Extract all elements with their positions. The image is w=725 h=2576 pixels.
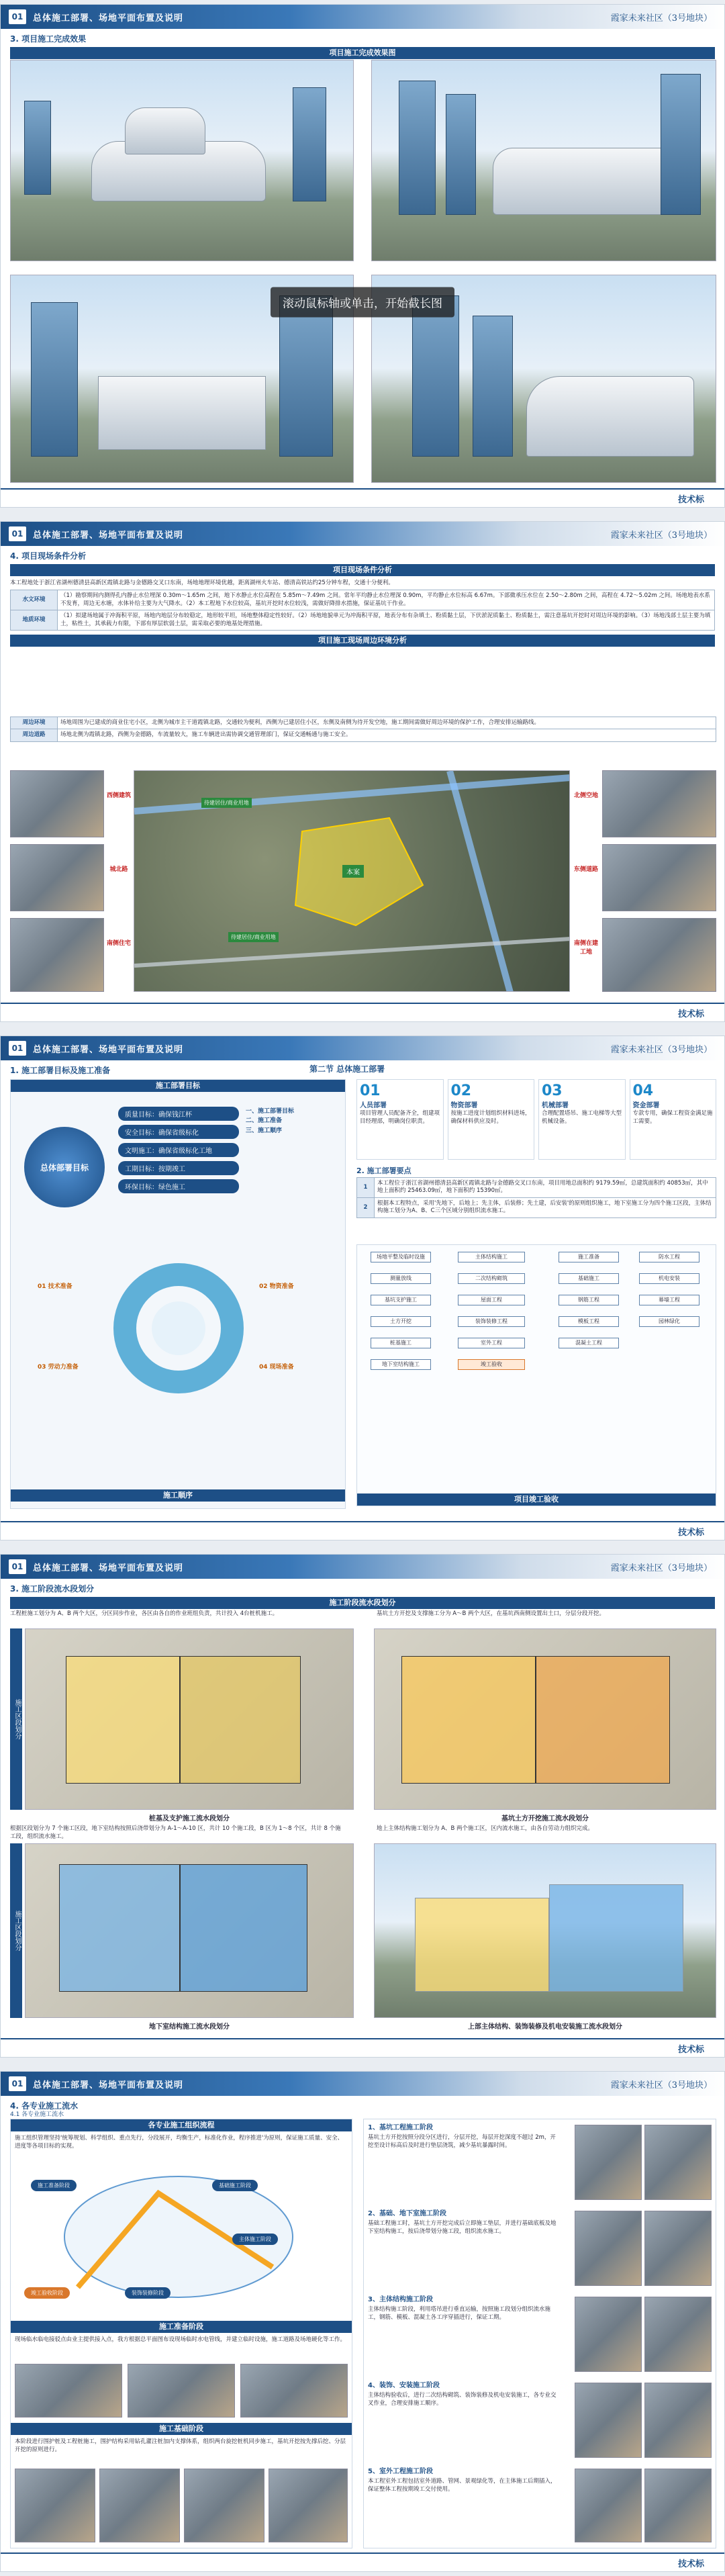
icon-card: 04 资金部署 专款专用，确保工程资金满足施工需要。 (630, 1079, 717, 1160)
icon-card: 03 机械部署 合理配置塔吊、施工电梯等大型机械设备。 (538, 1079, 626, 1160)
site-condition-table: 水文环境 （1）勘察期间内测得孔内静止水位埋深 0.30m～1.65m 之间，地下水静止水位高程在 5.85m～7.49m 之间。常年平均静止水位埋深 0.90m，平均静止水位标高 6.67m。下部微承压水位在 2.50～2.80m 之间，高程在 4.72～5.02m 之间。场地地表水系不发育，周边无水塘，水体补给主要为大气降水。（2）本工程地下水位较高，基坑开挖时水位较浅，需做好降排水措施，保证基坑干作业。 地质环境 （1）拟建场地属于冲海积平原，场地内地层分布较稳定，地形较平坦，场地整体稳定性较好。（2）场地地貌单元为冲海积平原，地表分布有杂填土、粉质黏土层，下伏淤泥质黏土、粉质黏土，需注意基坑开挖时对周边环境的影响。（3）场地浅部土层主要为填土，粘性土，其承载力有限，下部有厚层软弱土层，需采取必要的地基处理措施。 (10, 590, 715, 631)
section-title: 总体施工部署、场地平面布置及说明 (33, 13, 184, 24)
rendering-aerial-2 (371, 60, 716, 261)
page-footer: 技术标 (1, 1521, 724, 1540)
deploy-column: 施工部署目标 总体部署目标 质量目标：确保钱江杯 安全目标：确保省级标化 文明施工：确保省级标化工地 工期目标：按期竣工 环保目标：绿色施工 一、施工部署目标 二、施工准备 三、施工顺序 01 技术准备 02 物资准备 03 劳动力准备 04 现场准备 施工顺序 (10, 1079, 346, 1509)
photo-prep-3 (240, 2364, 348, 2418)
photo-foundation-3 (184, 2469, 264, 2542)
photo-east-1 (602, 770, 716, 837)
photo-prep-1 (15, 2364, 122, 2418)
site-aerial-map: 待建居住/商业用地 本案 待建居住/商业用地 (134, 770, 570, 992)
photo-stage-1a (575, 2125, 642, 2200)
photo-prep-2 (128, 2364, 235, 2418)
photo-stage-4a (575, 2383, 642, 2458)
photo-foundation-2 (99, 2469, 180, 2542)
page-header: 01 总体施工部署、场地平面布置及说明 霞家未来社区（3号地块） (1, 1036, 724, 1060)
page-header: 01 总体施工部署、场地平面布置及说明 霞家未来社区（3号地块） (1, 1555, 724, 1579)
surroundings-table: 周边环境 场地周围为已建成的商业住宅小区，北侧为城市主干道霞镇北路，交通较为便利，西侧为已建居住小区，东侧及南侧为待开发空地，施工期间需做好周边环境的保护工作，合理安排运输路线。 周边道路 场地北侧为霞镇北路，西侧为金德路，车流量较大，施工车辆进出需协调交通管理部门，保证交通畅通与施工安全。 (10, 717, 716, 764)
photo-foundation-4 (269, 2469, 348, 2542)
prep-ring (111, 1261, 246, 1395)
flowchart: 场地平整及临时设施 测量放线 基坑支护施工 土方开挖 桩基施工 地下室结构施工 主体结构施工 二次结构砌筑 屋面工程 装饰装修工程 室外工程 竣工验收 施工准备 基础施工 钢筋工程 模板工程 混凝土工程 防水工程 机电安装 幕墙工程 园林绿化 项目竣工验收 (356, 1244, 716, 1506)
pile-zone-plan (25, 1628, 354, 1810)
superstructure-zone-render (374, 1843, 716, 2018)
seq-table: 1 本工程位于浙江省湖州德清县高新区霞镇北路与金德路交叉口东南，项目用地总面积约 9179.59㎡，总建筑面积约 40853㎡，其中地上面积约 25463.09㎡，地下面积约 15390㎡。 2 根据本工程特点，采用'先地下，后地上；先主体，后装修；先土建，后安装'的原则组织施工，地下室施工分为四个施工区段，主体结构施工划分为A、B、C三个区域分别组织流水施工。 (356, 1177, 716, 1218)
page-2: 01 总体施工部署、场地平面布置及说明 霞家未来社区（3号地块） 4. 项目现场条件分析 项目现场条件分析 本工程地处于浙江省湖州德清县高新区霞镇北路与金德路交叉口东南，场地地理环境优越，距离湖州火车站、德清高铁站约25分钟车程，交通十分便利。 水文环境 （1）勘察期间内测得孔内静止水位埋深 0.30m～1.65m 之间，地下水静止水位高程在 5.85m～7.49m 之间。常年平均静止水位埋深 0.90m，平均静止水位标高 6.67m。下部微承压水位在 2.50～2.80m 之间，高程在 4.72～5.02m 之间。场地地表水系不发育，周边无水塘，水体补给主要为大气降水。（2）本工程地下水位较高，基坑开挖时水位较浅，需做好降排水措施，保证基坑干作业。 地质环境 （1）拟建场地属于冲海积平原，场地内地层分布较稳定，地形较平坦，场地整体稳定性较好。（2）场地地貌单元为冲海积平原，地表分布有杂填土、粉质黏土层，下伏淤泥质黏土、粉质黏土，需注意基坑开挖时对周边环境的影响。（3）场地浅部土层主要为填土，粘性土，其承载力有限，下部有厚层软弱土层，需采取必要的地基处理措施。 项目施工现场周边环境分析 周边环境 场地周围为已建成的商业住宅小区，北侧为城市主干道霞镇北路，交通较为便利，西侧为已建居住小区，东侧及南侧为待开发空地，施工期间需做好周边环境的保护工作，合理安排运输路线。 周边道路 场地北侧为霞镇北路，西侧为金德路，车流量较大，施工车辆进出需协调交通管理部门，保证交通畅通与施工安全。 西侧建筑 城北路 南侧住宅 待建居住/商业用地 本案 待建居住/商业用地 北侧空地 东侧道路 南侧在建工地 技术标 (0, 521, 725, 1022)
basement-zone-plan (25, 1843, 354, 2018)
photo-stage-2b (644, 2211, 712, 2286)
map-overlay (134, 771, 570, 992)
photo-west (10, 770, 104, 837)
resource-icons (356, 1079, 716, 1160)
page-header: 01 总体施工部署、场地平面布置及说明 霞家未来社区（3号地块） (1, 2072, 724, 2096)
site-intro: 本工程地处于浙江省湖州德清县高新区霞镇北路与金德路交叉口东南，场地地理环境优越，距离湖州火车站、德清高铁站约25分钟车程，交通十分便利。 (10, 580, 394, 586)
overlay-caption[interactable]: 滚动鼠标轴或单击，开始截长图 (271, 287, 454, 318)
photo-stage-5a (575, 2469, 642, 2542)
page-3: 01 总体施工部署、场地平面布置及说明 霞家未来社区（3号地块） 1. 施工部署目标及施工准备 第二节 总体施工部署 施工部署目标 总体部署目标 质量目标：确保钱江杯 安全目标：确保省级标化 文明施工：确保省级标化工地 工期目标：按期竣工 环保目标：绿色施工 一、施工部署目标 二、施工准备 三、施工顺序 01 技术准备 02 物资准备 03 劳动力准备 04 现场准备 施工顺序 01 人员部署 项目管理人员配备齐全，组建项目经理部，明确岗位职责。 02 物资部署 按施工进度计划组织材料进场，确保材料供应及时。 03 机械部署 合理配置塔吊、施工电梯等大型机械设备。 04 资金部署 专款专用，确保工程资金满足施工需要。 2. 施工部署要点 1 本工程位于浙江省湖州德清县高新区霞镇北路与金德路交叉口东南，项目用地总面积约 9179.59㎡，总建筑面积约 40853㎡，其中地上面积约 25463.09㎡，地下面积约 15390㎡。 2 根据本工程特点，采用'先地下，后地上；先主体，后装修；先土建，后安装'的原则组织施工，地下室施工分为四个施工区段，主体结构施工划分为A、B、C三个区域分别组织流水施工。 场地平整及临时设施 测量放线 基坑支护施工 土方开挖 桩基施工 地下室结构施工 主体结构施工 二次结构砌筑 屋面工程 装饰装修工程 室外工程 竣工验收 施工准备 基础施工 钢筋工程 模板工程 混凝土工程 防水工程 机电安装 幕墙工程 园林绿化 项目竣工验收 技术标 (0, 1036, 725, 1540)
section-bar: 项目施工完成效果图 (10, 47, 715, 59)
photo-east-3 (602, 918, 716, 992)
photo-stage-2a (575, 2211, 642, 2286)
page-header (1, 5, 724, 29)
right-column: 1、基坑工程施工阶段 基坑土方开挖按照分段分区进行，分层开挖，每层开挖深度不超过 2m，开挖至设计标高后及时进行垫层浇筑，减少基坑暴露时间。 2、基础、地下室施工阶段 基础工程施工时，基坑土方开挖完成后立即施工垫层，并进行基础底板及地下室结构施工，按后浇带划分施工段，组织流水施工。 3、主体结构施工阶段 主体结构施工阶段，利用塔吊进行垂直运输，按照施工段划分组织流水施工，钢筋、模板、混凝土各工序穿插进行，保证工期。 4、装饰、安装施工阶段 主体结构验收后，进行二次结构砌筑、装饰装修及机电安装施工，各专业交叉作业，合理安排施工顺序。 5、室外工程施工阶段 本工程室外工程包括室外道路、管网、景观绿化等，在主体施工后期插入，保证整体工程按期竣工交付使用。 (363, 2119, 716, 2548)
section-number: 01 (9, 9, 26, 24)
rendering-aerial-1 (10, 60, 354, 261)
page-1 (0, 4, 725, 508)
goal-list: 质量目标：确保钱江杯 安全目标：确保省级标化 文明施工：确保省级标化工地 工期目标：按期竣工 环保目标：绿色施工 (118, 1107, 239, 1193)
photo-stage-3a (575, 2297, 642, 2372)
page-4: 01 总体施工部署、场地平面布置及说明 霞家未来社区（3号地块） 3. 施工阶段流水段划分 施工阶段流水段划分 工程桩施工划分为 A、B 两个大区，分区同步作业，各区由各自的作业班组负责，共计投入 4台桩机施工。 基坑土方开挖及支撑施工分为 A～B 两个大区，在基坑西南侧设置出土口，分层分段开挖。 施工区段划分 桩基及支护施工流水段划分 基坑土方开挖施工流水段划分 根据区段划分为 7 个施工区段，地下室结构按照后浇带划分为 A-1～A-10 区，共计 10 个施工段，B 区为 1～8 个区，共计 8 个施工段，组织流水施工。 地上主体结构施工划分为 A、B 两个施工区，区内流水施工，由各自劳动力组织完成。 施工区段划分 地下室结构施工流水段划分 上部主体结构、装饰装修及机电安装施工流水段划分 技术标 (0, 1554, 725, 2058)
page-heading: 4. 项目现场条件分析 (10, 551, 87, 561)
page-footer: 技术标 (1, 2552, 724, 2571)
page-footer: 技术标 (1, 2038, 724, 2057)
photo-stage-1b (644, 2125, 712, 2200)
photo-foundation-1 (15, 2469, 95, 2542)
icon-card: 01 人员部署 项目管理人员配备齐全，组建项目经理部，明确岗位职责。 (356, 1079, 444, 1160)
page-heading: 3. 施工阶段流水段划分 (10, 1584, 95, 1594)
photo-east-2 (602, 844, 716, 911)
page-footer: 技术标 (1, 1003, 724, 1021)
page-heading: 3. 项目施工完成效果 (10, 34, 87, 44)
page-heading: 1. 施工部署目标及施工准备 (10, 1066, 111, 1075)
photo-stage-5b (644, 2469, 712, 2542)
page-5: 01 总体施工部署、场地平面布置及说明 霞家未来社区（3号地块） 4. 各专业施工流水 4.1 各专业施工流水 各专业施工组织流程 施工组织管理坚持'统筹规划、科学组织、重点先行，分段展开，均衡生产，标准化作业，程序推进'为原则，保证施工质量、安全、进度等各项目标的实现。 施工准备阶段 基础施工阶段 主体施工阶段 装饰装修阶段 竣工验收阶段 施工准备阶段 现场临水临电接驳点由业主提供接入点，我方根据总平面图布设现场临时水电管线，并建立临时设施，施工道路及场地硬化等工作。 施工基础阶段 本阶段进行围护桩及工程桩施工，围护结构采用钻孔灌注桩加内支撑体系，组织两台旋挖桩机同步施工，基坑开挖按先撑后挖、分层开挖的原则进行。 1、基坑工程施工阶段 基坑土方开挖按照分段分区进行，分层开挖，每层开挖深度不超过 2m，开挖至设计标高后及时进行垫层浇筑，减少基坑暴露时间。 2、基础、地下室施工阶段 基础工程施工时，基坑土方开挖完成后立即施工垫层，并进行基础底板及地下室结构施工，按后浇带划分施工段，组织流水施工。 3、主体结构施工阶段 主体结构施工阶段，利用塔吊进行垂直运输，按照施工段划分组织流水施工，钢筋、模板、混凝土各工序穿插进行，保证工期。 4、装饰、安装施工阶段 主体结构验收后，进行二次结构砌筑、装饰装修及机电安装施工，各专业交叉作业，合理安排施工顺序。 5、室外工程施工阶段 本工程室外工程包括室外道路、管网、景观绿化等，在主体施工后期插入，保证整体工程按期竣工交付使用。 技术标 (0, 2071, 725, 2572)
page-header: 01 总体施工部署、场地平面布置及说明 霞家未来社区（3号地块） (1, 522, 724, 546)
photo-stage-4b (644, 2383, 712, 2458)
left-column: 各专业施工组织流程 施工组织管理坚持'统筹规划、科学组织、重点先行，分段展开，均衡生产，标准化作业，程序推进'为原则，保证施工质量、安全、进度等各项目标的实现。 施工准备阶段 基础施工阶段 主体施工阶段 装饰装修阶段 竣工验收阶段 施工准备阶段 现场临水临电接驳点由业主提供接入点，我方根据总平面图布设现场临时水电管线，并建立临时设施，施工道路及场地硬化等工作。 施工基础阶段 本阶段进行围护桩及工程桩施工，围护结构采用钻孔灌注桩加内支撑体系，组织两台旋挖桩机同步施工，基坑开挖按先撑后挖、分层开挖的原则进行。 (10, 2119, 352, 2548)
page-heading: 4. 各专业施工流水 (10, 2101, 79, 2111)
project-name: 霞家未来社区（3号地块） (610, 13, 712, 24)
photo-stage-3b (644, 2297, 712, 2372)
icon-card: 02 物资部署 按施工进度计划组织材料进场，确保材料供应及时。 (448, 1079, 535, 1160)
photo-north (10, 844, 104, 911)
center-circle: 总体部署目标 (24, 1127, 105, 1207)
deploy-items: 一、施工部署目标 二、施工准备 三、施工顺序 (246, 1108, 295, 1134)
excavation-zone-plan (374, 1628, 716, 1810)
page-footer: 技术标 (1, 488, 724, 507)
photo-south (10, 918, 104, 992)
